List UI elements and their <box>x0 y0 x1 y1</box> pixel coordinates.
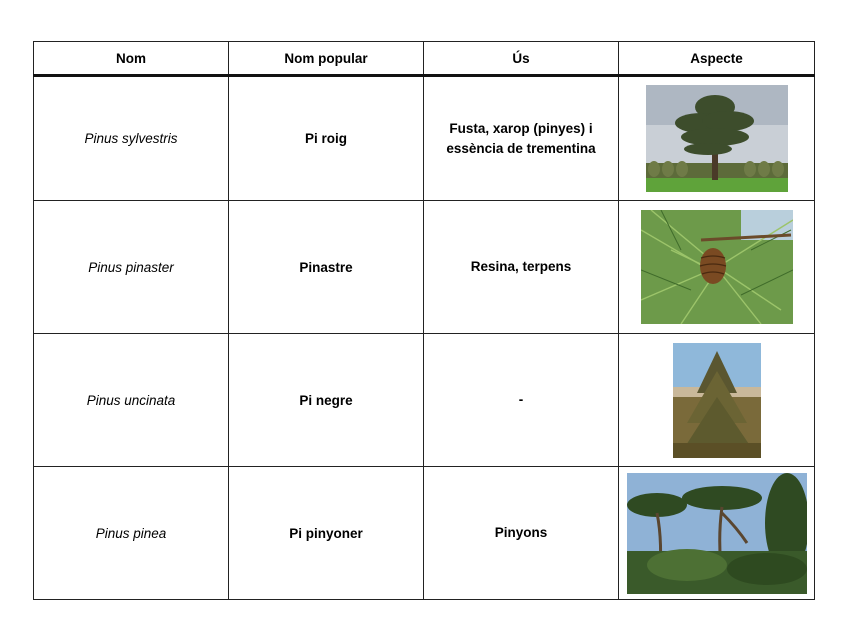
table-row <box>34 467 815 600</box>
stone-pine-photo <box>627 473 807 594</box>
popular-name: Pinastre <box>229 201 424 334</box>
use-text: - <box>424 334 619 467</box>
scots-pine-photo <box>646 85 788 192</box>
scientific-name: Pinus pinea <box>34 467 229 600</box>
pine-table <box>33 41 815 600</box>
table-row <box>34 201 815 334</box>
appearance-cell <box>619 334 815 467</box>
table-row <box>34 334 815 467</box>
table-row <box>34 76 815 201</box>
header-name: Nom <box>34 42 229 76</box>
table-header-row <box>34 42 815 76</box>
header-popular-name: Nom popular <box>229 42 424 76</box>
use-text: Resina, terpens <box>424 201 619 334</box>
popular-name: Pi negre <box>229 334 424 467</box>
scientific-name: Pinus sylvestris <box>34 76 229 201</box>
appearance-cell <box>619 467 815 600</box>
scientific-name: Pinus pinaster <box>34 201 229 334</box>
mountain-pine-photo <box>673 343 761 458</box>
use-text: Fusta, xarop (pinyes) i essència de trementina <box>424 76 619 201</box>
header-appearance: Aspecte <box>619 42 815 76</box>
use-text: Pinyons <box>424 467 619 600</box>
scientific-name: Pinus uncinata <box>34 334 229 467</box>
maritime-pine-photo <box>641 210 793 324</box>
popular-name: Pi pinyoner <box>229 467 424 600</box>
popular-name: Pi roig <box>229 76 424 201</box>
header-use: Ús <box>424 42 619 76</box>
appearance-cell <box>619 201 815 334</box>
appearance-cell <box>619 76 815 201</box>
